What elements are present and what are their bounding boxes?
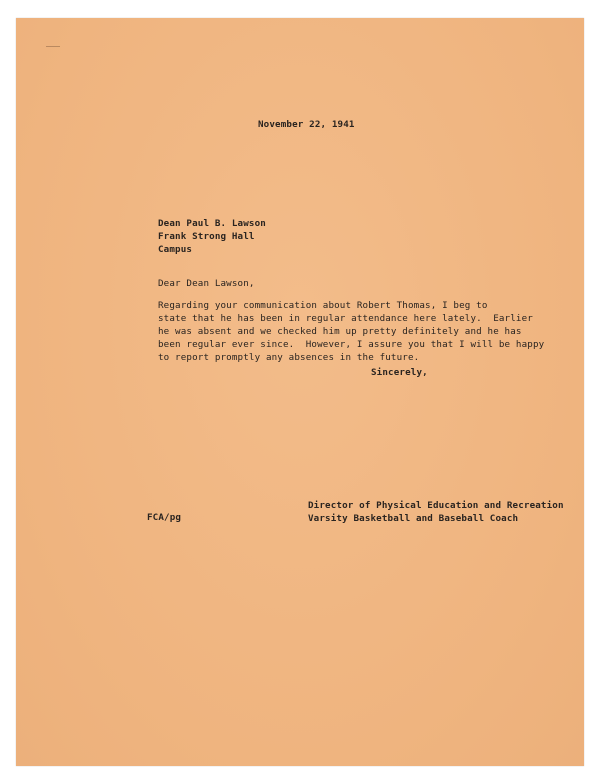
body-line: Regarding your communication about Robert Thomas, I beg to [158, 300, 488, 311]
closing: Sincerely, [371, 367, 428, 378]
typist-initials: FCA/pg [147, 512, 182, 523]
letter-page [16, 18, 584, 766]
paper-mark [46, 46, 60, 47]
salutation: Dear Dean Lawson, [158, 278, 255, 289]
letter-date: November 22, 1941 [258, 119, 355, 130]
body-line: been regular ever since. However, I assure you that I will be happy [158, 339, 545, 350]
signature-title: Director of Physical Education and Recreation [308, 500, 564, 511]
body-line: he was absent and we checked him up pretty definitely and he has [158, 326, 522, 337]
recipient-building: Frank Strong Hall [158, 231, 255, 242]
recipient-name: Dean Paul B. Lawson [158, 218, 266, 229]
body-line: state that he has been in regular attendance here lately. Earlier [158, 313, 533, 324]
signature-subtitle: Varsity Basketball and Baseball Coach [308, 513, 519, 524]
recipient-location: Campus [158, 244, 193, 255]
body-line: to report promptly any absences in the future. [158, 352, 420, 363]
